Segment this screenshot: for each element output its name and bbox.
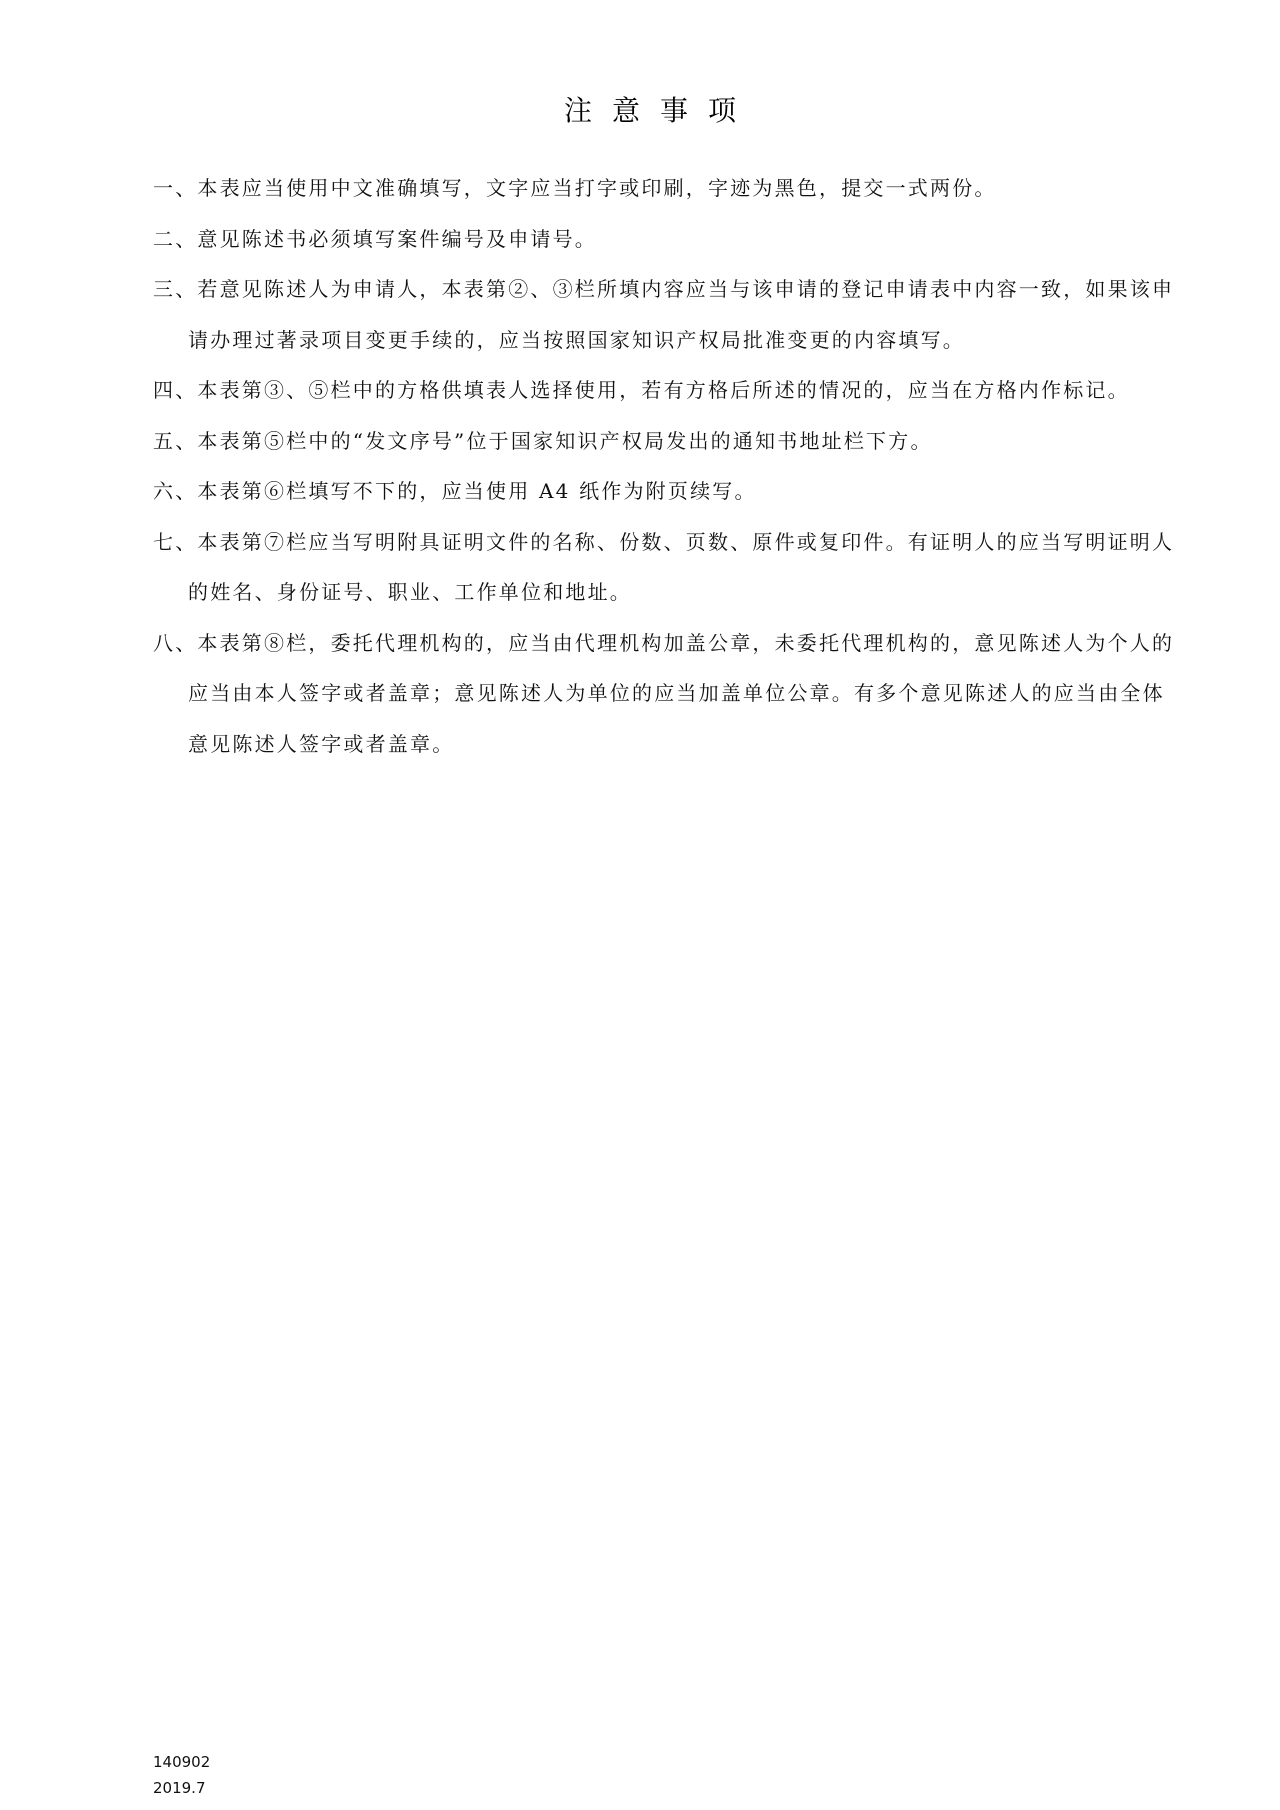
note-item-8: 八、本表第⑧栏，委托代理机构的，应当由代理机构加盖公章，未委托代理机构的，意见陈述人为个人的 [153, 630, 1175, 655]
version-date: 2019.7 [153, 1779, 206, 1797]
form-footer [153, 1749, 210, 1801]
note-item-3-continuation: 请办理过著录项目变更手续的，应当按照国家知识产权局批准变更的内容填写。 [188, 327, 965, 352]
note-item-8-continuation-1: 应当由本人签字或者盖章；意见陈述人为单位的应当加盖单位公章。有多个意见陈述人的应当由全体 [188, 681, 1165, 705]
note-item-6: 六、本表第⑥栏填写不下的，应当使用 A4 纸作为附页续写。 [153, 479, 757, 503]
note-item-7-continuation: 的姓名、身份证号、职业、工作单位和地址。 [188, 580, 632, 604]
note-item-8-continuation-2: 意见陈述人签字或者盖章。 [188, 731, 455, 756]
page-title: 注意事项 [563, 94, 756, 127]
note-item-4: 四、本表第③、⑤栏中的方格供填表人选择使用，若有方格后所述的情况的，应当在方格内作标记。 [153, 378, 1130, 402]
note-item-7: 七、本表第⑦栏应当写明附具证明文件的名称、份数、页数、原件或复印件。有证明人的应当写明证明人 [153, 529, 1175, 554]
notes-list [153, 174, 1193, 780]
form-code: 140902 [153, 1753, 211, 1771]
note-item-5: 五、本表第⑤栏中的“发文序号”位于国家知识产权局发出的通知书地址栏下方。 [153, 428, 933, 453]
note-item-3: 三、若意见陈述人为申请人，本表第②、③栏所填内容应当与该申请的登记申请表中内容一致，如果该申 [153, 277, 1175, 301]
note-item-1: 一、本表应当使用中文准确填写，文字应当打字或印刷，字迹为黑色，提交一式两份。 [153, 176, 997, 200]
note-item-2: 二、意见陈述书必须填写案件编号及申请号。 [153, 226, 597, 251]
